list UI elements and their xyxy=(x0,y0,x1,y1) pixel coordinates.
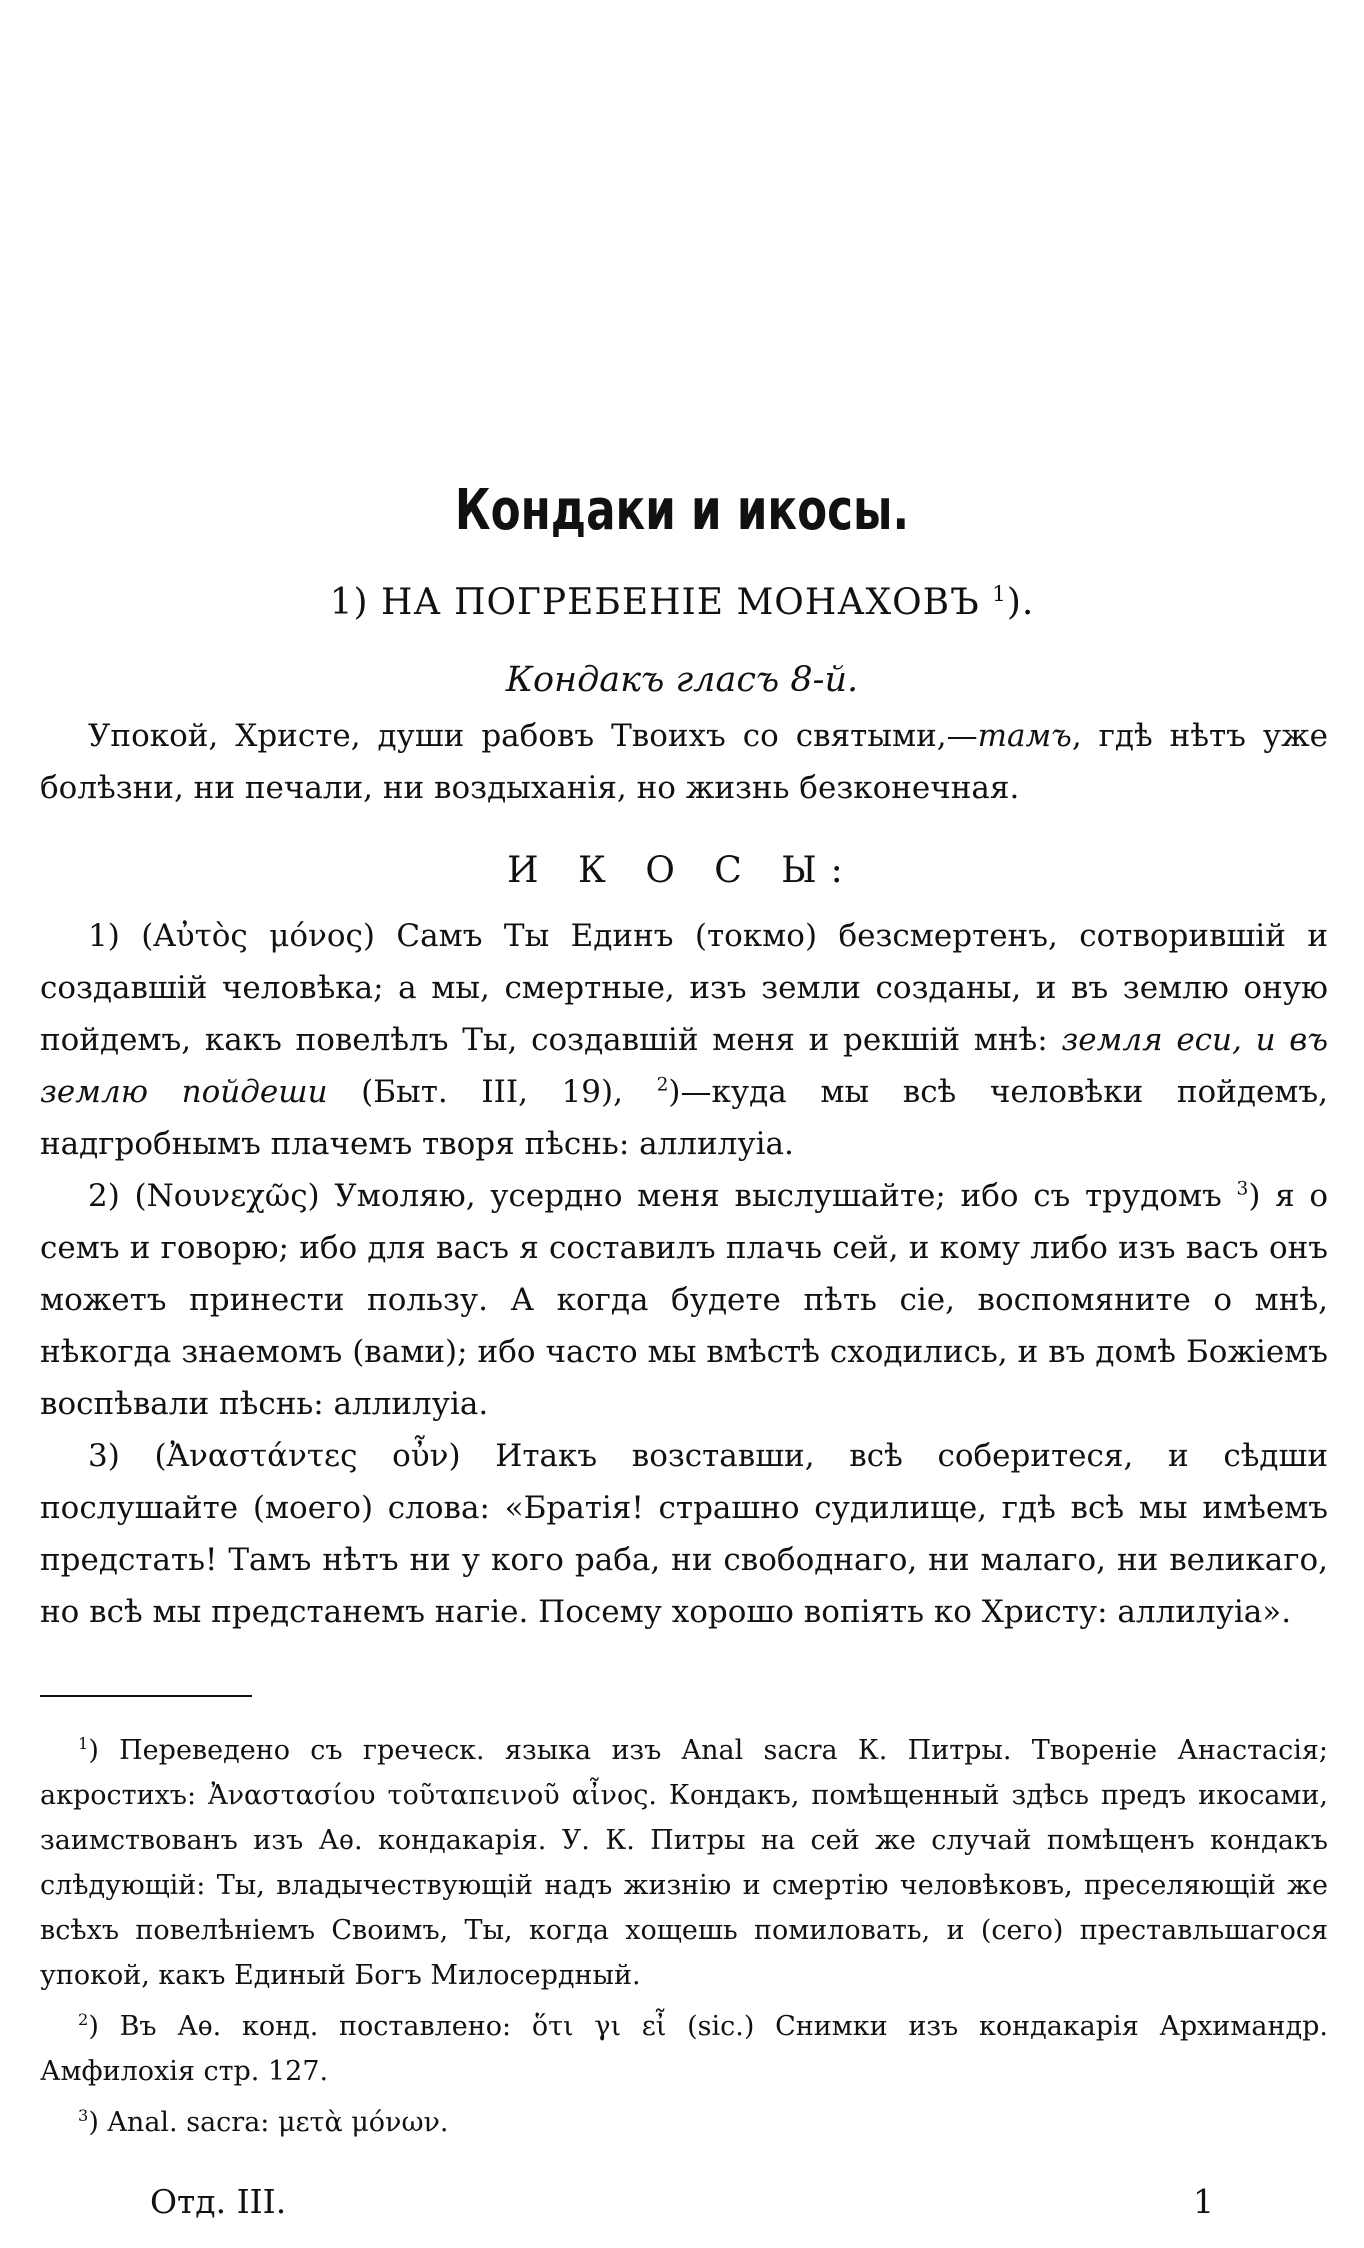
ikos-1 xyxy=(40,910,1328,1170)
footnote-divider xyxy=(40,1695,252,1697)
ikos-2-lead: 2) (Νουνεχῶς) Умоляю, усердно меня выслушайте; ибо съ трудомъ xyxy=(88,1178,1237,1214)
ikos-3: 3) (Ἀναστάντες οὖν) Итакъ возставши, всѣ соберитеся, и сѣдши послушайте (моего) слова: «Братія! страшно судилище, гдѣ всѣ мы имѣемъ предстать! Тамъ нѣтъ ни у кого раба, ни свободнаго, ни малаго, ни великаго, но всѣ мы предстанемъ нагіе. Посему хорошо вопіять ко Христу: аллилуіа». xyxy=(40,1438,1328,1630)
footnotes xyxy=(40,1728,1328,2151)
footnote-3 xyxy=(40,2100,1328,2145)
ikosy-heading: И К О С Ы: xyxy=(507,850,857,891)
footnote-3-text: ) Anal. sacra: μετὰ μόνων. xyxy=(88,2107,449,2138)
page-number: 1 xyxy=(1193,2182,1214,2221)
section-note-ref: 1 xyxy=(992,582,1007,607)
ikos-1-italic: земля еси, и въ землю пойдеши xyxy=(40,1022,1328,1110)
footnote-2-mark: 2 xyxy=(78,2010,89,2029)
footnote-1-mark: 1 xyxy=(78,1734,89,1753)
kontakion-after: , гдѣ нѣтъ уже болѣзни, ни печали, ни воздыханія, но жизнь безконечная. xyxy=(40,718,1328,806)
footnote-3-mark: 3 xyxy=(78,2106,89,2125)
ikos-1-lead: 1) (Αὐτὸς μόνος) Самъ Ты Единъ (токмо) безсмертенъ, сотворившій и создавшій человѣка; а мы, смертные, изъ земли созданы, и въ землю оную пойдемъ, какъ повелѣлъ Ты, создавшій меня и рекшій мнѣ: xyxy=(40,918,1328,1058)
footnote-2 xyxy=(40,2004,1328,2094)
section-heading xyxy=(0,582,1364,623)
section-heading-close: ). xyxy=(1006,582,1035,623)
footnote-1 xyxy=(40,1728,1328,1998)
page-title: Кондаки и икосы. xyxy=(454,478,910,543)
ikos-2 xyxy=(40,1170,1328,1430)
ikos-2-tail: ) я о семъ и говорю; ибо для васъ я составилъ плачь сей, и кому либо изъ васъ онъ можетъ принести пользу. А когда будете пѣть сіе, воспомяните о мнѣ, нѣкогда знаемомъ (вами); ибо часто мы вмѣстѣ сходились, и въ домѣ Божіемъ воспѣвали пѣснь: аллилуіа. xyxy=(40,1178,1328,1422)
footer-section-label: Отд. III. xyxy=(150,2182,287,2221)
ikosy-body xyxy=(40,910,1328,1638)
ikos-1-tail: )—куда мы всѣ человѣки пойдемъ, надгробнымъ плачемъ творя пѣснь: аллилуіа. xyxy=(40,1074,1328,1162)
kontakion-text xyxy=(40,710,1328,814)
ikos-2-note-ref: 3 xyxy=(1236,1178,1249,1200)
kontakion-before: Упокой, Христе, души рабовъ Твоихъ со святыми,— xyxy=(88,718,978,754)
ikos-1-note-ref: 2 xyxy=(656,1074,669,1096)
ikos-1-mid: (Быт. III, 19), xyxy=(327,1074,657,1110)
kontakion-heading: Кондакъ гласъ 8-й. xyxy=(505,660,859,700)
footnote-2-text: ) Въ Аѳ. конд. поставлено: ὅτι γι εἶ (sic.) Снимки изъ кондакарія Архимандр. Амфилохія стр. 127. xyxy=(40,2011,1328,2087)
section-heading-text: 1) НА ПОГРЕБЕНІЕ МОНАХОВЪ xyxy=(329,582,980,623)
footnote-1-text: ) Переведено съ греческ. языка изъ Anal sacra К. Питры. Твореніе Анастасія; акростихъ: Ἀναστασίου τοῦταπεινοῦ αἶνος. Кондакъ, помѣщенный здѣсь предъ икосами, заимствованъ изъ Аѳ. кондакарія. У. К. Питры на сей же случай помѣщенъ кондакъ слѣдующій: Ты, владычествующій надъ жизнію и смертію человѣковъ, преселяющій же всѣхъ повелѣніемъ Своимъ, Ты, когда хощешь помиловать, и (сего) преставльшагося упокой, какъ Единый Богъ Милосердный. xyxy=(40,1735,1328,1991)
kontakion-italic: тамъ xyxy=(977,718,1072,754)
